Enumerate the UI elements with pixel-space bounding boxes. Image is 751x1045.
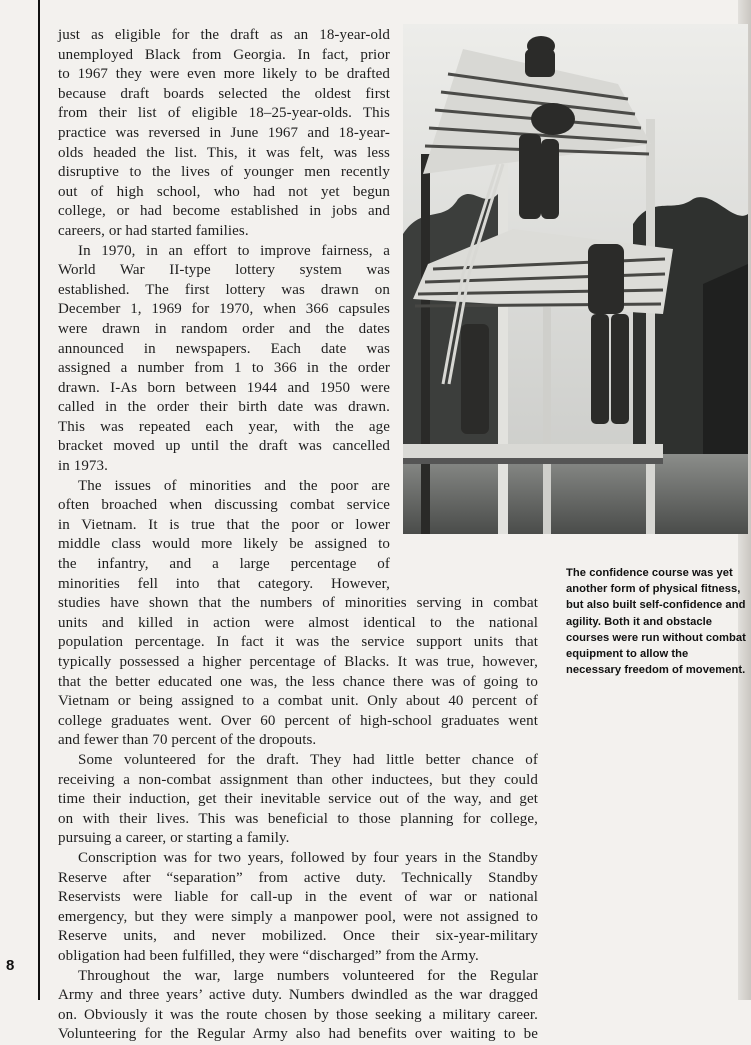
- text-line: Reserve after “separation” from active duty. Technically Standby: [58, 869, 538, 886]
- text-line: careers, or had started families.: [58, 222, 249, 239]
- text-line: obligation had been fulfilled, they were “discharged” from the Army.: [58, 947, 479, 964]
- text-line: Conscription was for two years, followed by four years in the Standby: [78, 849, 538, 866]
- text-line: receiving a non-combat assignment than other inductees, but they could: [58, 771, 538, 788]
- text-line: minorities fell into that category. However,: [58, 575, 390, 592]
- text-line: unemployed Black from Georgia. In fact, prior: [58, 46, 390, 63]
- text-line: The issues of minorities and the poor are: [78, 477, 390, 494]
- text-line: in 1973.: [58, 458, 108, 475]
- text-line: on. Obviously it was the route chosen by those seeking a military career.: [58, 1006, 538, 1023]
- text-line: Volunteering for the Regular Army also had benefits over waiting to be: [58, 1026, 538, 1043]
- tower-photo-illustration: [403, 24, 748, 534]
- confidence-course-photo: [403, 24, 748, 534]
- text-line: population percentage. In fact it was the service support units that: [58, 634, 538, 651]
- text-line: assigned a number from 1 to 366 in the order: [58, 360, 390, 377]
- text-line: just as eligible for the draft as an 18-year-old: [58, 27, 390, 43]
- text-line: established. The first lottery was drawn on: [58, 281, 390, 298]
- margin-rule: [38, 0, 40, 1000]
- text-line: time their induction, get their inevitable service out of the way, and get: [58, 791, 538, 808]
- text-line: olds headed the list. This, it was felt, was less: [58, 144, 390, 161]
- text-line: Vietnam or being assigned to a combat unit. Only about 40 percent of: [58, 693, 538, 710]
- text-line: called in the order their birth date was drawn.: [58, 399, 390, 416]
- text-line: college graduates went. Over 60 percent of high-school graduates went: [58, 712, 538, 729]
- text-line: World War II-type lottery system was: [58, 262, 390, 279]
- text-line: were drawn in random order and the dates: [58, 320, 390, 337]
- text-line: on with their lives. This was beneficial to those planning for college,: [58, 810, 538, 827]
- text-line: often broached when discussing combat service: [58, 497, 390, 514]
- text-line: In 1970, in an effort to improve fairness, a: [78, 242, 390, 259]
- photo-caption: The confidence course was yet another form of physical fitness, but also built self-confidence and agility. Both it and obstacle courses were run without combat equipment to allow the necessary freedom of movement.: [566, 567, 746, 677]
- text-line: bracket moved up until the draft was cancelled: [58, 438, 390, 455]
- text-line: to 1967 they were even more likely to be drafted: [58, 66, 390, 83]
- text-line: Reservists were liable for call-up in the event of war or national: [58, 889, 538, 906]
- text-line: emergency, but they were simply a manpower pool, were not assigned to: [58, 908, 538, 925]
- text-line: This was repeated each year, with the age: [58, 418, 390, 435]
- text-line: and fewer than 70 percent of the dropouts.: [58, 732, 317, 749]
- text-line: middle class would more likely be assigned to: [58, 536, 390, 553]
- text-line: the infantry, and a large percentage of: [58, 556, 390, 573]
- text-line: Throughout the war, large numbers volunteered for the Regular: [78, 967, 538, 984]
- text-line: out of high school, who had not yet begun: [58, 183, 390, 200]
- text-line: Army and three years’ active duty. Numbers dwindled as the war dragged: [58, 987, 538, 1004]
- text-line: because draft boards selected the oldest first: [58, 85, 390, 102]
- text-line: December 1, 1969 for 1970, when 366 capsules: [58, 301, 390, 318]
- text-line: Reserve units, and never mobilized. Once their six-year-military: [58, 928, 538, 945]
- text-line: Some volunteered for the draft. They had little better chance of: [78, 751, 538, 768]
- text-line: units and killed in action were almost identical to the national: [58, 614, 538, 631]
- text-line: pursuing a career, or starting a family.: [58, 830, 290, 847]
- text-line: announced in newspapers. Each date was: [58, 340, 390, 357]
- text-line: studies have shown that the numbers of minorities serving in combat: [58, 595, 538, 612]
- text-line: drawn. I-As born between 1944 and 1950 were: [58, 379, 390, 396]
- text-line: disruptive to the lives of younger men recently: [58, 164, 390, 181]
- text-line: practice was reversed in June 1967 and 18-year-: [58, 124, 390, 141]
- text-line: college, or had become established in jobs and: [58, 203, 390, 220]
- text-line: from their list of eligible 18–25-year-olds. This: [58, 105, 390, 122]
- text-line: in Vietnam. It is true that the poor or lower: [58, 516, 390, 533]
- text-line: that the better educated one was, the less chance there was of going to: [58, 673, 538, 690]
- page-number: 8: [6, 957, 15, 974]
- text-line: typically possessed a higher percentage of Blacks. It was true, however,: [58, 654, 538, 670]
